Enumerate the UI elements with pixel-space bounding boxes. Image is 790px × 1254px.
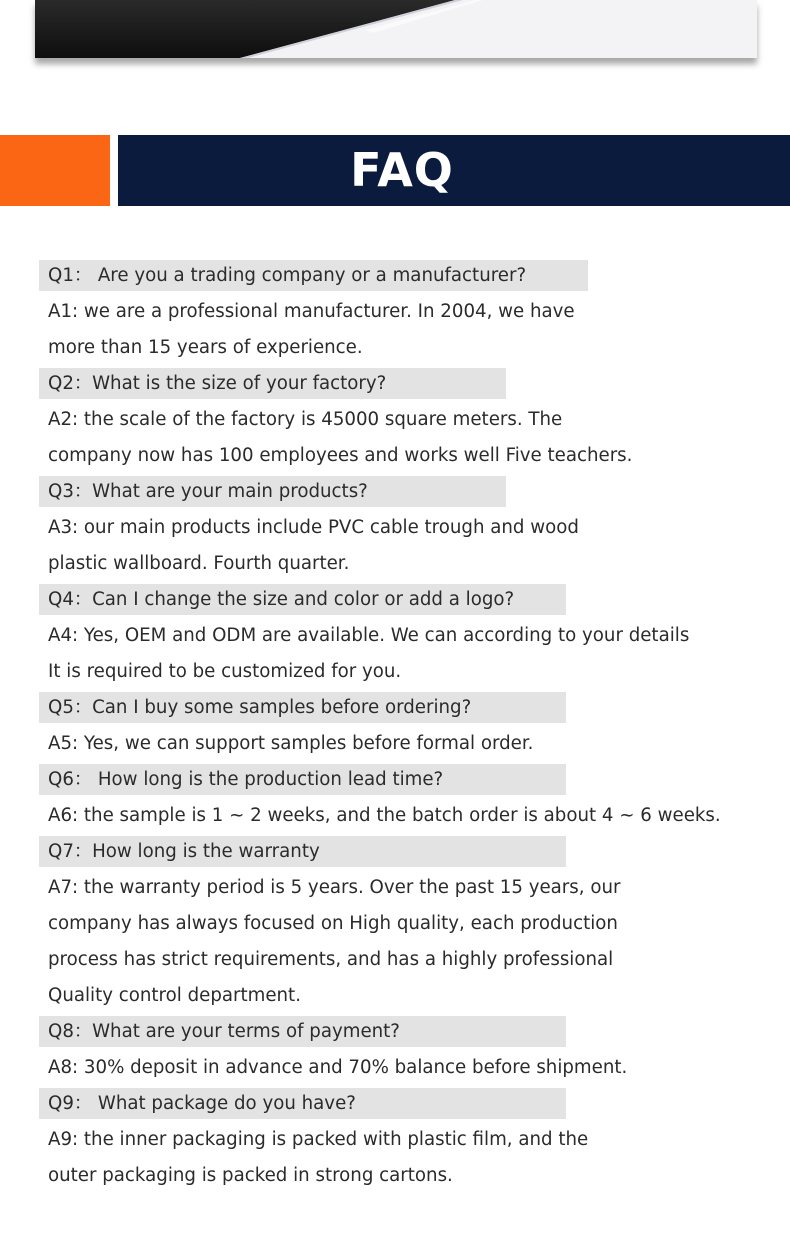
question-text: Q9： What package do you have? bbox=[48, 1093, 356, 1114]
faq-answer-3-line-2: plastic wallboard. Fourth quarter. bbox=[48, 553, 350, 574]
faq-answer-7-line-2: company has always focused on High quality, each production bbox=[48, 913, 618, 934]
faq-question-9 bbox=[0, 1086, 790, 1122]
question-text: Q2：What is the size of your factory? bbox=[48, 373, 387, 394]
faq-question-5 bbox=[0, 690, 790, 726]
question-text: Q5：Can I buy some samples before ordering? bbox=[48, 697, 472, 718]
faq-list bbox=[0, 258, 790, 1194]
faq-answer-6-line-1: A6: the sample is 1 ~ 2 weeks, and the batch order is about 4 ~ 6 weeks. bbox=[48, 805, 721, 826]
question-text: Q6： How long is the production lead time? bbox=[48, 769, 444, 790]
faq-answer-9-line-1: A9: the inner packaging is packed with plastic film, and the bbox=[48, 1129, 589, 1150]
faq-question-8 bbox=[0, 1014, 790, 1050]
faq-answer-7-line-1: A7: the warranty period is 5 years. Over the past 15 years, our bbox=[48, 877, 621, 898]
question-text: Q7：How long is the warranty bbox=[48, 841, 320, 862]
faq-answer-5-line-1: A5: Yes, we can support samples before formal order. bbox=[48, 733, 534, 754]
faq-question-3 bbox=[0, 474, 790, 510]
faq-answer-1-line-2: more than 15 years of experience. bbox=[48, 337, 363, 358]
faq-question-2 bbox=[0, 366, 790, 402]
faq-answer-2-line-2: company now has 100 employees and works well Five teachers. bbox=[48, 445, 633, 466]
question-text: Q3：What are your main products? bbox=[48, 481, 368, 502]
faq-answer-3-line-1: A3: our main products include PVC cable trough and wood bbox=[48, 517, 579, 538]
faq-answer-2-line-1: A2: the scale of the factory is 45000 square meters. The bbox=[48, 409, 563, 430]
question-text: Q1： Are you a trading company or a manufacturer? bbox=[48, 265, 527, 286]
faq-question-1 bbox=[0, 258, 790, 294]
faq-answer-8-line-1: A8: 30% deposit in advance and 70% balance before shipment. bbox=[48, 1057, 628, 1078]
faq-answer-1-line-1: A1: we are a professional manufacturer. In 2004, we have bbox=[48, 301, 575, 322]
faq-question-7 bbox=[0, 834, 790, 870]
faq-answer-7-line-4: Quality control department. bbox=[48, 985, 301, 1006]
question-text: Q8：What are your terms of payment? bbox=[48, 1021, 400, 1042]
faq-answer-4-line-2: It is required to be customized for you. bbox=[48, 661, 402, 682]
faq-question-4 bbox=[0, 582, 790, 618]
faq-answer-4-line-1: A4: Yes, OEM and ODM are available. We can according to your details bbox=[48, 625, 690, 646]
product-photo bbox=[35, 0, 757, 58]
question-text: Q4：Can I change the size and color or add a logo? bbox=[48, 589, 515, 610]
faq-answer-9-line-2: outer packaging is packed in strong cartons. bbox=[48, 1165, 453, 1186]
photo-dark-panel bbox=[35, 0, 757, 58]
faq-question-6 bbox=[0, 762, 790, 798]
banner-accent-block bbox=[0, 135, 110, 206]
faq-answer-7-line-3: process has strict requirements, and has a highly professional bbox=[48, 949, 614, 970]
page-title: FAQ bbox=[350, 143, 454, 197]
